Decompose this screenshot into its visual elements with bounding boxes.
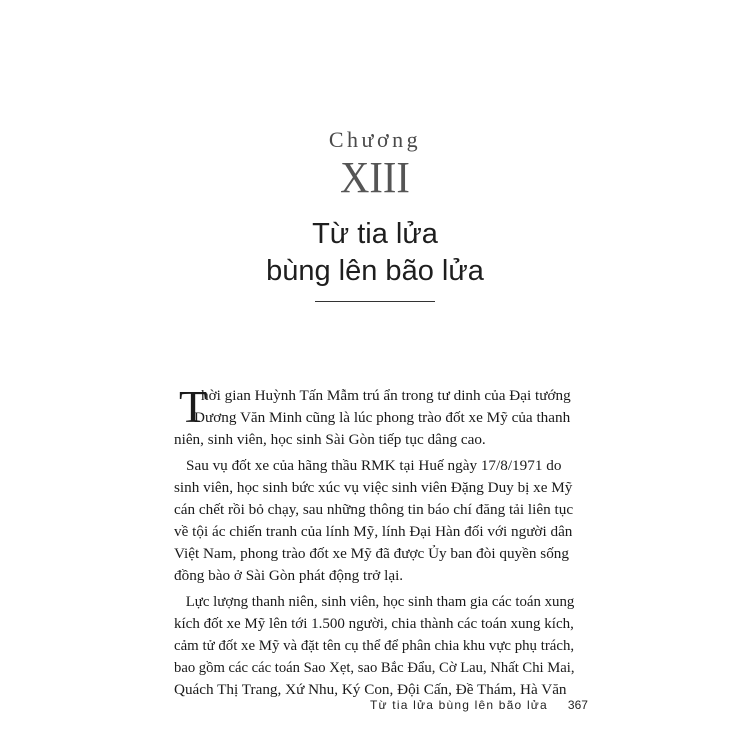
page-number: 367 [567,698,588,712]
chapter-number: XIII [340,153,410,202]
chapter-title [0,216,750,290]
text-line: cảm tử đốt xe Mỹ và đặt tên cụ thể để phân chia khu vực phụ trách, [174,637,575,654]
text-line: đồng bào ở Sài Gòn phát động trở lại. [174,567,404,584]
page-footer [370,698,588,712]
text-line: Quách Thị Trang, Xứ Nhu, Ký Con, Đội Cấn, Đề Thám, Hà Văn [174,681,567,698]
text-line: về tội ác chiến tranh của lính Mỹ, lính Đại Hàn đối với người dân [174,523,573,540]
drop-cap: T [179,381,208,432]
running-title: Từ tia lửa bùng lên bão lửa [370,698,548,712]
paragraph [174,591,574,701]
text-line: Sau vụ đốt xe của hãng thầu RMK tại Huế ngày 17/8/1971 do [186,457,562,474]
text-line: cán chết rồi bỏ chạy, sau những thông tin báo chí đăng tải liên tục [174,501,574,518]
text-line: bao gồm các các toán Sao Xẹt, sao Bắc Đẩu, Cờ Lau, Nhất Chi Mai, [174,659,575,676]
chapter-label: Chương [328,127,422,152]
text-line: sinh viên, học sinh bức xúc vụ việc sinh viên Đặng Duy bị xe Mỹ [174,479,573,496]
text-line: Dương Văn Minh cũng là lúc phong trào đốt xe Mỹ của thanh [194,409,571,426]
chapter-title-line: Từ tia lửa [312,218,438,250]
chapter-title-line: bùng lên bão lửa [266,255,484,287]
body-text [174,381,575,705]
paragraph [174,455,574,587]
title-divider [315,301,435,302]
text-line: kích đốt xe Mỹ lên tới 1.500 người, chia thành các toán xung kích, [174,615,574,632]
text-line: niên, sinh viên, học sinh Sài Gòn tiếp tục dâng cao. [174,431,486,448]
text-line: hời gian Huỳnh Tấn Mẫm trú ẩn trong tư dinh của Đại tướng [201,387,571,404]
text-line: Việt Nam, phong trào đốt xe Mỹ đã được Ủy ban đòi quyền sống [174,545,569,562]
text-line: Lực lượng thanh niên, sinh viên, học sinh tham gia các toán xung [185,593,575,610]
paragraph [174,381,574,451]
